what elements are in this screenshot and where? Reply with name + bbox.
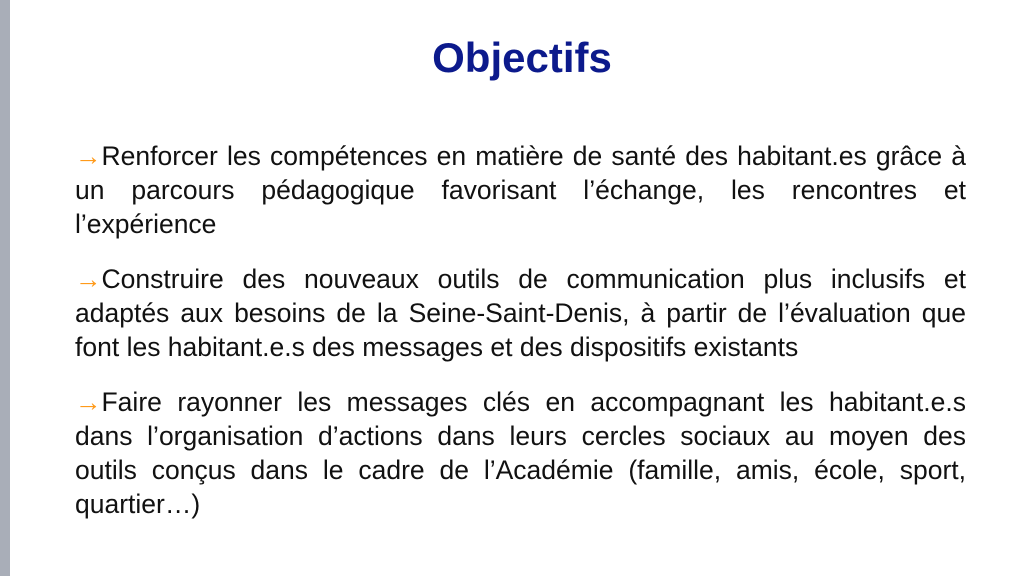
objective-text: Renforcer les compétences en matière de santé des habitant.es grâce à un parcours pédagogique favorisant l’échange, les rencontres et l’expérience — [75, 141, 966, 239]
arrow-bullet-icon: → — [75, 387, 102, 417]
objective-text: Construire des nouveaux outils de communication plus inclusifs et adaptés aux besoins de la Seine-Saint-Denis, à partir de l’évaluation que font les habitant.e.s des messages et des dispositifs existants — [75, 264, 966, 362]
arrow-bullet-icon: → — [75, 141, 102, 171]
objective-item — [75, 139, 966, 241]
arrow-bullet-icon: → — [75, 264, 102, 294]
objective-text: Faire rayonner les messages clés en accompagnant les habitant.e.s dans l’organisation d’actions dans leurs cercles sociaux au moyen des outils conçus dans le cadre de l’Académie (famille, amis, école, sport, quartier…) — [75, 387, 966, 519]
slide-left-accent-bar — [0, 0, 10, 576]
objectives-list — [75, 139, 966, 542]
slide-title: Objectifs — [432, 34, 612, 81]
objective-item — [75, 262, 966, 364]
objective-item — [75, 385, 966, 521]
